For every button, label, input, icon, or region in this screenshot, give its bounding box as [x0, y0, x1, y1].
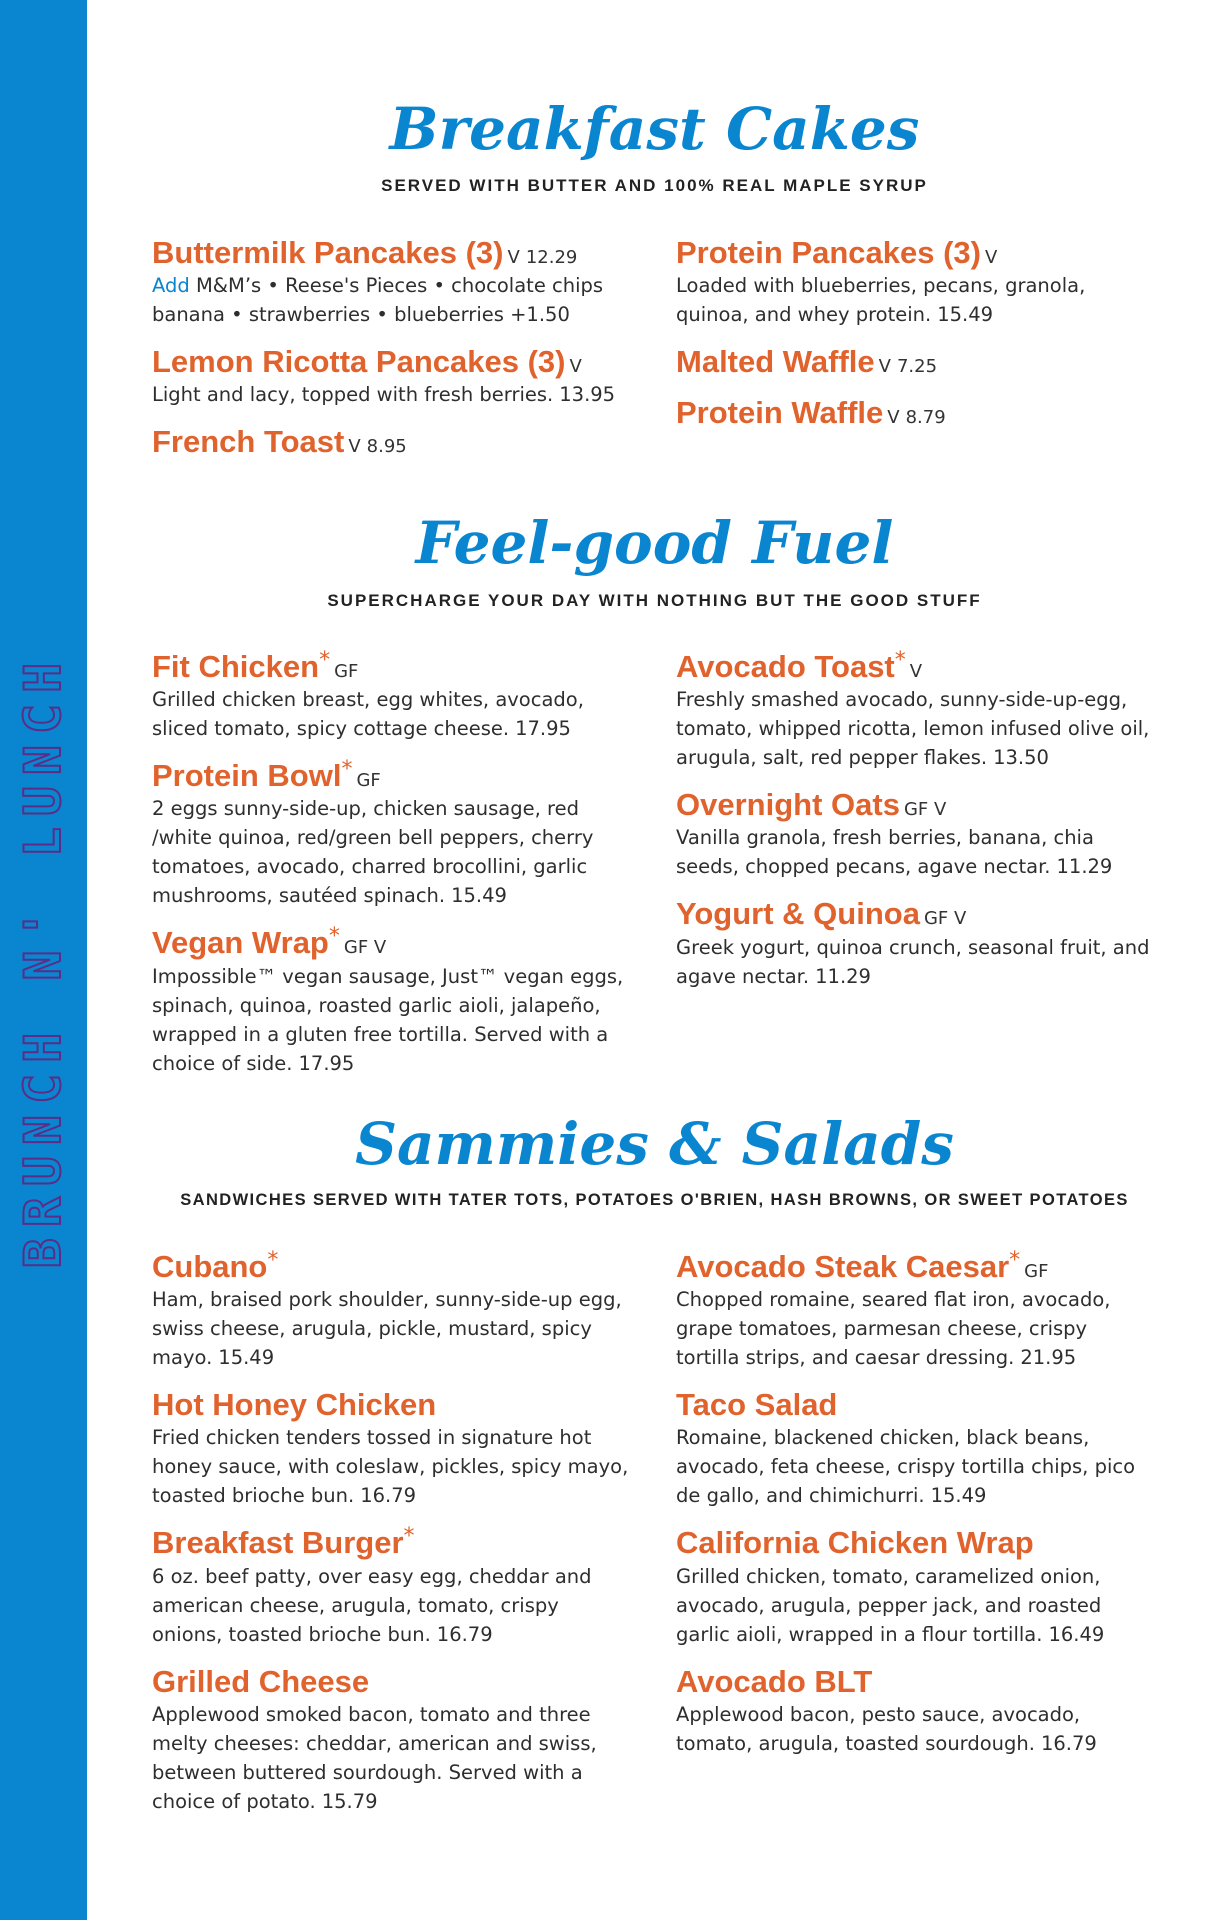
item-tags: GF V	[923, 908, 967, 930]
add-label: Add	[152, 274, 190, 298]
item-name: French Toast	[152, 424, 345, 460]
feelgood-right-column	[676, 648, 1156, 1005]
section-title-breakfast: Breakfast Cakes	[389, 95, 920, 163]
item-tags: GF	[334, 661, 359, 682]
menu-item	[152, 924, 632, 1077]
menu-item	[152, 757, 632, 910]
item-desc: Applewood smoked bacon, tomato and three melty cheeses: cheddar, american and swiss, between buttered sourdough. Served with a choice of potato.	[152, 1702, 597, 1813]
feelgood-left-column	[152, 648, 632, 1092]
item-price: 11.29	[1056, 855, 1113, 879]
menu-item	[152, 234, 632, 329]
item-price: 12.29	[525, 247, 578, 268]
menu-item	[152, 1248, 632, 1372]
item-desc: M&M’s • Reese's Pieces • chocolate chips	[195, 274, 604, 298]
sammies-right-column	[676, 1248, 1156, 1772]
item-name: Vegan Wrap	[152, 925, 329, 961]
menu-item	[676, 234, 1156, 329]
breakfast-right-column	[676, 234, 1156, 446]
item-price: 15.49	[451, 884, 507, 908]
item-desc: Chopped romaine, seared flat iron, avocado, grape tomatoes, parmesan cheese, crispy tortilla strips, and caesar dressing.	[676, 1288, 1111, 1370]
menu-item	[676, 786, 1156, 881]
item-price: 15.79	[321, 1789, 378, 1813]
menu-item	[676, 1386, 1156, 1510]
item-desc: Fried chicken tenders tossed in signature hot honey sauce, with coleslaw, pickles, spicy mayo, toasted brioche bun.	[152, 1426, 629, 1508]
menu-item	[676, 394, 1156, 431]
item-name: Lemon Ricotta Pancakes (3)	[152, 344, 566, 380]
item-price: 7.25	[896, 356, 938, 378]
item-desc: banana • strawberries • blueberries +1.50	[152, 303, 570, 327]
menu-item	[676, 895, 1156, 990]
item-star: *	[894, 648, 906, 673]
item-desc: 2 eggs sunny-side-up, chicken sausage, red /white quinoa, red/green bell peppers, cherry tomatoes, avocado, charred brocollini, garlic mushrooms, sautéed spinach.	[152, 797, 594, 908]
item-price: 15.49	[218, 1346, 275, 1370]
item-price: 8.79	[905, 407, 946, 429]
side-label: BRUNCH N' LUNCH	[14, 651, 72, 1269]
item-tags: GF V	[343, 937, 387, 959]
item-star: *	[328, 924, 340, 950]
item-tags: GF	[356, 770, 381, 792]
item-desc: Vanilla granola, fresh berries, banana, chia seeds, chopped pecans, agave nectar.	[676, 826, 1094, 879]
item-desc: Grilled chicken, tomato, caramelized onion, avocado, arugula, pepper jack, and roasted garlic aioli, wrapped in a flour tortilla.	[676, 1564, 1102, 1646]
item-name: Protein Waffle	[676, 395, 884, 431]
item-tags: V	[909, 661, 923, 682]
menu-item	[676, 1248, 1156, 1372]
item-star: *	[403, 1524, 415, 1550]
menu-item	[152, 1663, 632, 1816]
section-subtitle-sammies: SANDWICHES SERVED WITH TATER TOTS, POTATOES O'BRIEN, HASH BROWNS, OR SWEET POTATOES	[180, 1191, 1129, 1209]
section-subtitle-breakfast: SERVED WITH BUTTER AND 100% REAL MAPLE SYRUP	[381, 176, 928, 195]
item-name: Breakfast Burger	[152, 1525, 404, 1561]
side-band	[0, 0, 87, 1920]
item-price: 11.29	[815, 964, 871, 988]
item-price: 13.95	[559, 383, 616, 407]
item-name: Grilled Cheese	[152, 1663, 370, 1699]
menu-item	[676, 1663, 1156, 1758]
menu-item	[152, 423, 632, 460]
section-title-sammies: Sammies & Salads	[355, 1110, 954, 1178]
item-desc: Applewood bacon, pesto sauce, avocado, tomato, arugula, toasted sourdough.	[676, 1702, 1081, 1755]
item-price: 8.95	[366, 436, 407, 458]
item-name: Overnight Oats	[676, 787, 900, 823]
item-tags: V	[878, 356, 891, 378]
item-tags: V	[507, 247, 520, 268]
item-price: 16.79	[360, 1484, 417, 1508]
item-desc: Grilled chicken breast, egg whites, avocado, sliced tomato, spicy cottage cheese.	[152, 688, 584, 741]
item-star: *	[319, 648, 331, 673]
item-price: 16.79	[1040, 1731, 1097, 1755]
item-price: 16.49	[1048, 1622, 1105, 1646]
item-name: Avocado BLT	[676, 1663, 873, 1699]
item-name: Taco Salad	[676, 1387, 838, 1423]
item-price: 16.79	[436, 1622, 493, 1646]
item-name: California Chicken Wrap	[676, 1525, 1034, 1561]
item-desc: Light and lacy, topped with fresh berries.	[152, 383, 554, 407]
item-name: Buttermilk Pancakes (3)	[152, 235, 504, 270]
item-name: Protein Bowl	[152, 758, 342, 794]
item-desc: Greek yogurt, quinoa crunch, seasonal fruit, and agave nectar.	[676, 935, 1150, 988]
item-price: 15.49	[930, 1484, 987, 1508]
item-star: *	[267, 1248, 279, 1273]
item-star: *	[341, 757, 353, 783]
item-name: Fit Chicken	[152, 649, 320, 684]
breakfast-left-column	[152, 234, 632, 475]
item-name: Malted Waffle	[676, 344, 875, 380]
item-price: 15.49	[937, 303, 994, 327]
item-name: Yogurt & Quinoa	[676, 896, 920, 932]
item-tags: V	[887, 407, 900, 429]
sammies-left-column	[152, 1248, 632, 1830]
item-name: Avocado Steak Caesar	[676, 1249, 1010, 1284]
item-desc: Freshly smashed avocado, sunny-side-up-egg, tomato, whipped ricotta, lemon infused olive oil, arugula, salt, red pepper flakes.	[676, 688, 1150, 770]
item-desc: Loaded with blueberries, pecans, granola, quinoa, and whey protein.	[676, 274, 1086, 327]
item-desc: Romaine, blackened chicken, black beans, avocado, feta cheese, crispy tortilla chips, pico de gallo, and chimichurri.	[676, 1426, 1136, 1508]
item-name: Avocado Toast	[676, 649, 895, 684]
item-price: 17.95	[298, 1051, 355, 1075]
item-desc: 6 oz. beef patty, over easy egg, cheddar and american cheese, arugula, tomato, crispy onions, toasted brioche bun.	[152, 1564, 592, 1646]
item-tags: V	[348, 436, 361, 458]
menu-item	[676, 648, 1156, 772]
item-tags: GF	[1024, 1261, 1049, 1282]
section-subtitle-feelgood: SUPERCHARGE YOUR DAY WITH NOTHING BUT THE GOOD STUFF	[327, 591, 982, 610]
item-name: Cubano	[152, 1249, 268, 1284]
item-tags: GF V	[903, 799, 947, 821]
item-desc: Impossible™ vegan sausage, Just™ vegan eggs, spinach, quinoa, roasted garlic aioli, jalapeño, wrapped in a gluten free tortilla. Served with a choice of side.	[152, 964, 624, 1075]
menu-item	[152, 343, 632, 409]
menu-item	[152, 1386, 632, 1510]
menu-item	[152, 1524, 632, 1648]
item-name: Hot Honey Chicken	[152, 1387, 437, 1423]
menu-item	[152, 648, 632, 743]
item-desc: Ham, braised pork shoulder, sunny-side-up egg, swiss cheese, arugula, pickle, mustard, spicy mayo.	[152, 1288, 622, 1370]
item-tags: V	[984, 247, 998, 268]
section-title-feelgood: Feel-good Fuel	[415, 509, 894, 577]
menu-item	[676, 1524, 1156, 1648]
item-tags: V	[569, 356, 582, 378]
item-price: 21.95	[1020, 1346, 1077, 1370]
item-star: *	[1009, 1248, 1021, 1273]
menu-item	[676, 343, 1156, 380]
item-price: 13.50	[993, 746, 1049, 770]
item-name: Protein Pancakes (3)	[676, 235, 981, 270]
item-price: 17.95	[515, 717, 571, 741]
